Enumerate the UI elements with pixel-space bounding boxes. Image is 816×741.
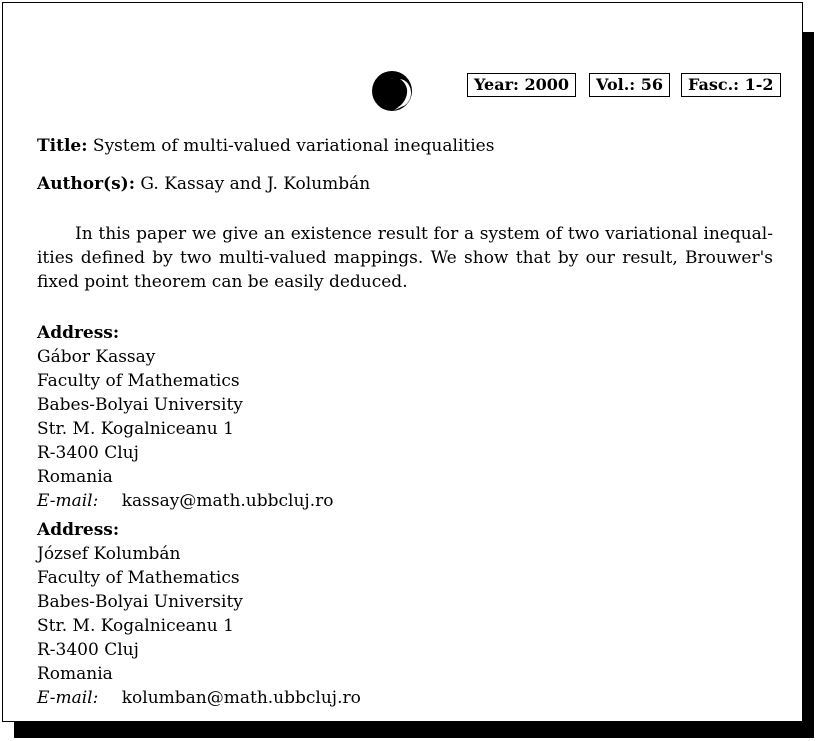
address-line: Str. M. Kogalniceanu 1: [37, 419, 234, 439]
address-line: Faculty of Mathematics: [37, 568, 240, 588]
authors-names: G. Kassay and J. Kolumbán: [140, 174, 371, 194]
address-line: Romania: [37, 467, 113, 487]
fascicle-box: Fasc.: 1-2: [681, 73, 781, 97]
abstract: In this paper we give an existence result for a system of two variational inequalities defined by two multi-valued mappings. We show that by our result, Brouwer's fixed point theorem can be easily deduced.: [37, 224, 773, 292]
email-row: [37, 686, 361, 710]
address-name: Gábor Kassay: [37, 347, 156, 367]
journal-crescent-logo-icon: [370, 69, 414, 113]
address-heading: Address:: [37, 323, 120, 343]
authors-row: [37, 174, 370, 194]
email-address[interactable]: kassay@math.ubbcluj.ro: [121, 491, 334, 511]
email-label: E-mail:: [37, 688, 99, 708]
address-heading: Address:: [37, 520, 120, 540]
address-line: Babes-Bolyai University: [37, 592, 243, 612]
address-block: [37, 321, 333, 513]
title-label: Title:: [37, 136, 88, 156]
address-line: R-3400 Cluj: [37, 443, 139, 463]
volume-box: Vol.: 56: [589, 73, 670, 97]
address-line: R-3400 Cluj: [37, 640, 139, 660]
address-line: Babes-Bolyai University: [37, 395, 243, 415]
address-line: Faculty of Mathematics: [37, 371, 240, 391]
year-box: Year: 2000: [467, 73, 576, 97]
address-block: [37, 518, 361, 710]
email-row: [37, 489, 333, 513]
address-line: Romania: [37, 664, 113, 684]
paper-sheet: [2, 2, 803, 722]
email-label: E-mail:: [37, 491, 99, 511]
address-line: Str. M. Kogalniceanu 1: [37, 616, 234, 636]
email-address[interactable]: kolumban@math.ubbcluj.ro: [121, 688, 361, 708]
address-name: József Kolumbán: [37, 544, 181, 564]
title-row: [37, 136, 494, 156]
authors-label: Author(s):: [37, 174, 135, 194]
paper-title: System of multi-valued variational inequalities: [92, 136, 495, 156]
